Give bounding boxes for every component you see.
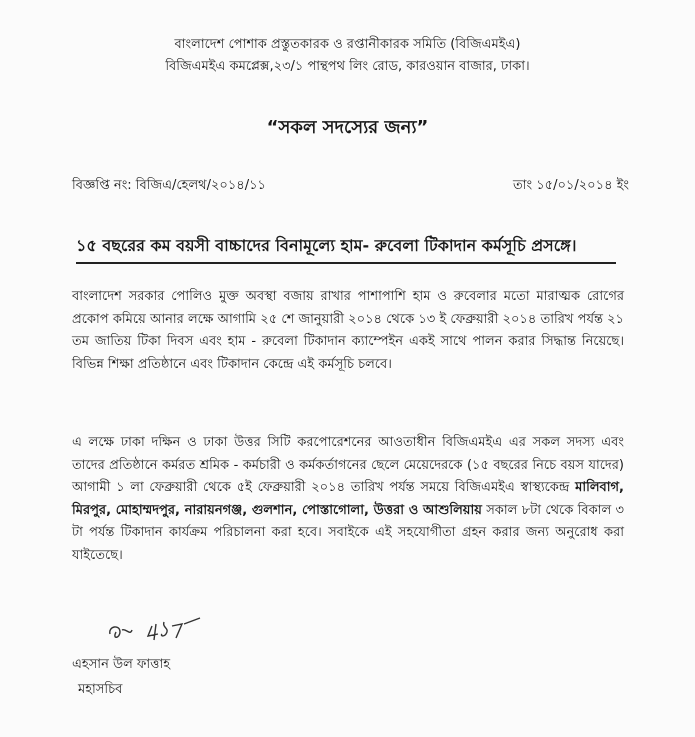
subject-line: ১৫ বছরের কম বয়সী বাচ্চাদের বিনামূল্যে হাম- রুবেলা টিকাদান কর্মসূচি প্রসঙ্গে।: [76, 233, 616, 264]
signer-name: এহসান উল ফাত্তাহ: [72, 657, 171, 672]
organization-name: বাংলাদেশ পোশাক প্রস্তুতকারক ও রপ্তানীকারক সমিতি (বিজিএমইএ): [174, 37, 521, 52]
paragraph-2-intro: এ লক্ষে ঢাকা দক্ষিন ও ঢাকা উত্তর সিটি করপোরেশনের আওতাধীন বিজিএমইএ এর সকল সদস্য এবং তাদের প্রতিষ্ঠানে কর্মরত শ্রমিক - কর্মচারী ও কর্মকর্তাগনের ছেলে মেয়েদেরকে (১৫ বছরের নিচে বয়স যাদের) আগামী ১ লা ফেব্রুয়ারী থেকে ৫ই ফেব্রুয়ারী ২০১৪ তারিখ পর্যন্ত সময়ে বিজিএমইএ স্বাস্থ্যকেন্দ্র: [72, 435, 624, 495]
handwritten-signature: [104, 606, 214, 648]
paragraph-2-closing: সকাল ৮টা থেকে বিকাল ৩ টা পর্যন্ত টিকাদান কার্যক্রম পরিচালনা করা হবে। সবাইকে এই সহযোগীতা গ্রহন করার জন্য অনুরোধ করা যাইতেছে।: [72, 502, 624, 563]
signer-title: মহাসচিব: [78, 682, 123, 697]
audience-heading: “সকল সদস্যের জন্য”: [266, 117, 429, 138]
organization-address: বিজিএমইএ কমপ্লেক্স,২৩/১ পান্থপথ লিং রোড, কারওয়ান বাজার, ঢাকা।: [165, 59, 530, 74]
health-center-locations: মালিবাগ, মিরপুর, মোহাম্মদপুর, নারায়নগঞ্জ, গুলশান, পোস্তাগোলা, উত্তরা ও আশুলিয়ায়: [72, 480, 624, 518]
letterhead: [0, 34, 695, 78]
memo-number: বিজ্ঞপ্তি নং: বিজিএ/হেলথ/২০১৪/১১: [72, 178, 266, 193]
memo-date: তাং ১৫/০১/২০১৪ ইং: [512, 178, 629, 193]
paragraph-1: বাংলাদেশ সরকার পোলিও মুক্ত অবস্থা বজায় রাখার পাশাপাশি হাম ও রুবেলার মতো মারাত্মক রোগের প্রকোপ কমিয়ে আনার লক্ষে আগামি ২৫ শে জানুয়ারী ২০১৪ থেকে ১৩ ই ফেব্রুয়ারী ২০১৪ তারিখ পর্যন্ত ২১ তম জাতিয় টিকা দিবস এবং হাম - রুবেলা টিকাদান ক্যাম্পেইন একই সাথে পালন করার সিদ্ধান্ত নিয়েছে। বিভিন্ন শিক্ষা প্রতিষ্ঠানে এবং টিকাদান কেন্দ্রে এই কর্মসূচি চলবে।: [72, 289, 624, 372]
paragraph-2: [72, 432, 624, 567]
